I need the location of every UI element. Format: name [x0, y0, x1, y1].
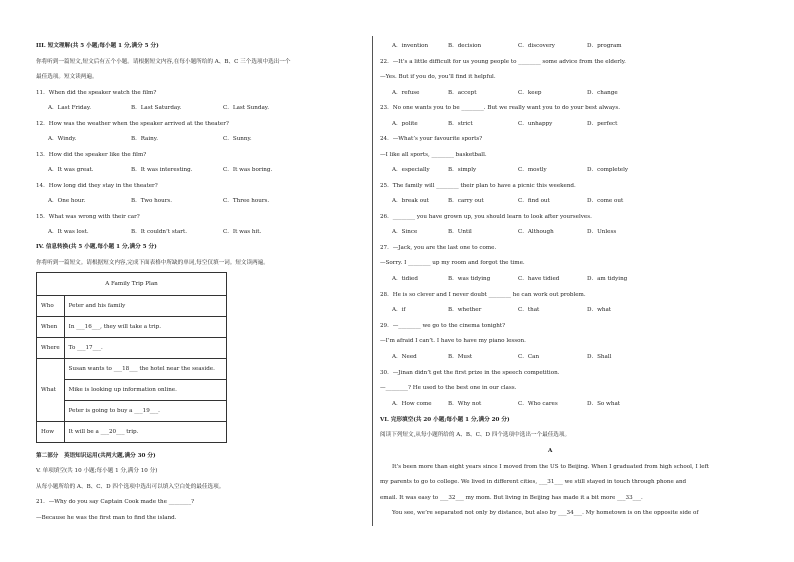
q25-option-c[interactable]: C．find out — [518, 198, 550, 204]
question-15: 15．What was wrong with their car? — [36, 214, 140, 220]
q30-option-a[interactable]: A．How come — [392, 401, 432, 407]
passage-line-4: You see, we’re separated not only by distance, but also by ___34___. My hometown is on the opposite side of — [392, 510, 699, 516]
part2-title: 第二部分 英语知识运用(共两大题,满分 30 分) — [36, 453, 156, 459]
q23-option-d[interactable]: D．perfect — [587, 121, 618, 127]
q28-option-b[interactable]: B．whether — [448, 307, 482, 313]
column-divider — [372, 36, 373, 526]
q14-option-c[interactable]: C．Three hours. — [223, 198, 270, 204]
q26-option-b[interactable]: B．Until — [448, 229, 472, 235]
q12-option-a[interactable]: A．Windy. — [48, 136, 77, 142]
question-12: 12．How was the weather when the speaker arrived at the theater? — [36, 121, 229, 127]
table-cell-when[interactable]: In ___16___, they will take a trip. — [64, 317, 226, 338]
q28-option-d[interactable]: D．what — [587, 307, 612, 313]
q21-option-a[interactable]: A．invention — [392, 43, 429, 49]
q30-option-d[interactable]: D．So what — [587, 401, 621, 407]
q26-option-d[interactable]: D．Unless — [587, 229, 617, 235]
passage-label: A — [548, 448, 553, 454]
q25-option-d[interactable]: D．come out — [587, 198, 624, 204]
section4-instruction: 你将听到一篇短文。请根据短文内容,完成下面表格中所缺的单词,每空仅填一词。短文读两遍。 — [36, 260, 269, 266]
q15-option-a[interactable]: A．It was lost. — [48, 229, 89, 235]
q29-option-d[interactable]: D．Shall — [587, 354, 612, 360]
section5-title: V. 单项填空(共 10 小题;每小题 1 分,满分 10 分) — [36, 468, 158, 474]
q27-option-c[interactable]: C．have tidied — [518, 276, 560, 282]
table-label-who: Who — [37, 296, 65, 317]
question-30-line2: —________? He used to the best one in our class. — [380, 385, 517, 391]
question-21: 21．—Why do you say Captain Cook made the ________? — [36, 499, 195, 505]
question-27: 27．—Jack, you are the last one to come. — [380, 245, 497, 251]
q23-option-b[interactable]: B．strict — [448, 121, 473, 127]
q15-option-b[interactable]: B．It couldn’t start. — [131, 229, 187, 235]
q12-option-c[interactable]: C．Sunny. — [223, 136, 252, 142]
q30-option-b[interactable]: B．Why not — [448, 401, 482, 407]
q13-option-b[interactable]: B．It was interesting. — [131, 167, 193, 173]
q27-option-a[interactable]: A．tidied — [392, 276, 418, 282]
q22-option-d[interactable]: D．change — [587, 90, 618, 96]
table-cell-what-3[interactable]: Peter is going to buy a ___19___. — [64, 401, 226, 422]
question-28: 28．He is so clever and I never doubt ________ he can work out problem. — [380, 292, 586, 298]
q30-option-c[interactable]: C．Who cares — [518, 401, 558, 407]
q25-option-b[interactable]: B．carry out — [448, 198, 484, 204]
q22-option-b[interactable]: B．accept — [448, 90, 477, 96]
q22-option-c[interactable]: C．keep — [518, 90, 542, 96]
question-13: 13．How did the speaker like the film? — [36, 152, 147, 158]
q21-option-c[interactable]: C．discovery — [518, 43, 555, 49]
table-label-what: What — [37, 359, 65, 422]
question-25: 25．The family will ________ their plan to have a picnic this weekend. — [380, 183, 576, 189]
q12-option-b[interactable]: B．Rainy. — [131, 136, 158, 142]
q13-option-c[interactable]: C．It was boring. — [223, 167, 273, 173]
q27-option-b[interactable]: B．was tidying — [448, 276, 491, 282]
table-cell-what-2: Mike is looking up information online. — [64, 380, 226, 401]
table-cell-what-1[interactable]: Susan wants to ___18___ the hotel near the seaside. — [64, 359, 226, 380]
question-14: 14．How long did they stay in the theater? — [36, 183, 158, 189]
question-27-line2: —Sorry. I ________ up my room and forgot the time. — [380, 260, 525, 266]
question-21-line2: —Because he was the first man to find the island. — [36, 515, 177, 521]
question-23: 23．No one wants you to be ________. But we really want you to do your best always. — [380, 105, 620, 111]
q15-option-c[interactable]: C．It was hit. — [223, 229, 262, 235]
q11-option-a[interactable]: A．Last Friday. — [48, 105, 92, 111]
section6-title: VI. 完形填空(共 20 小题;每小题 1 分,满分 20 分) — [380, 417, 510, 423]
question-22: 22．—It’s a little difficult for us young people to ________ some advice from the elderly. — [380, 59, 626, 65]
q24-option-d[interactable]: D．completely — [587, 167, 629, 173]
question-22-line2: —Yes. But if you do, you’ll find it helpful. — [380, 74, 496, 80]
section3-instruction: 你将听到一篇短文,短文后有五个小题。请根据短文内容,在每小题所给的 A、B、C 三个选项中选出一个 — [36, 59, 291, 65]
table-label-where: Where — [37, 338, 65, 359]
table-cell-how[interactable]: It will be a ___20___ trip. — [64, 422, 226, 443]
q23-option-a[interactable]: A．polite — [392, 121, 418, 127]
table-cell-who: Peter and his family — [64, 296, 226, 317]
q11-option-c[interactable]: C．Last Sunday. — [223, 105, 269, 111]
q27-option-d[interactable]: D．am tidying — [587, 276, 628, 282]
question-11: 11．When did the speaker watch the film? — [36, 90, 157, 96]
table-cell-where[interactable]: To ___17___. — [64, 338, 226, 359]
table-label-how: How — [37, 422, 65, 443]
q24-option-c[interactable]: C．mostly — [518, 167, 547, 173]
q26-option-a[interactable]: A．Since — [392, 229, 418, 235]
q14-option-b[interactable]: B．Two hours. — [131, 198, 173, 204]
table-header: A Family Trip Plan — [37, 273, 227, 296]
question-24-line2: —I like all sports, ________ basketball. — [380, 152, 487, 158]
section3-title: III. 短文理解(共 5 小题;每小题 1 分,满分 5 分) — [36, 43, 159, 49]
q21-option-b[interactable]: B．decision — [448, 43, 482, 49]
section6-instruction: 阅读下列短文,从每小题所给的 A、B、C、D 四个选项中选出一个最佳选项。 — [380, 432, 571, 438]
q22-option-a[interactable]: A．refuse — [392, 90, 420, 96]
section3-instruction-cont: 最佳选项。短文读两遍。 — [36, 74, 98, 80]
q29-option-c[interactable]: C．Can — [518, 354, 540, 360]
question-26: 26．________ you have grown up, you should learn to look after yourselves. — [380, 214, 592, 220]
q23-option-c[interactable]: C．unhappy — [518, 121, 553, 127]
q13-option-a[interactable]: A．It was great. — [48, 167, 94, 173]
question-29-line2: —I’m afraid I can’t. I have to have my piano lesson. — [380, 338, 526, 344]
passage-line-1: It’s been more than eight years since I moved from the US to Beijing. When I graduated from high school, I left — [392, 464, 709, 470]
q25-option-a[interactable]: A．break out — [392, 198, 429, 204]
table-label-when: When — [37, 317, 65, 338]
question-24: 24．—What’s your favourite sports? — [380, 136, 483, 142]
passage-line-3: email. It was easy to ___32___ my mom. But living in Beijing has made it a bit more ___33___. — [380, 495, 643, 501]
q28-option-c[interactable]: C．that — [518, 307, 540, 313]
q28-option-a[interactable]: A．if — [392, 307, 406, 313]
q29-option-b[interactable]: B．Must — [448, 354, 473, 360]
q21-option-d[interactable]: D．program — [587, 43, 622, 49]
question-29: 29．—________ we go to the cinema tonight? — [380, 323, 506, 329]
q24-option-a[interactable]: A．especially — [392, 167, 430, 173]
q29-option-a[interactable]: A．Need — [392, 354, 417, 360]
trip-plan-table — [36, 272, 227, 443]
q11-option-b[interactable]: B．Last Saturday. — [131, 105, 182, 111]
q14-option-a[interactable]: A．One hour. — [48, 198, 86, 204]
section5-instruction: 从每小题所给的 A、B、C、D 四个选项中选出可以填入空白处的最佳选项。 — [36, 484, 225, 490]
passage-line-2: my parents to go to college. We lived in different cities, ___31___ we still stayed in touch through phone and — [380, 479, 687, 485]
section4-title: IV. 信息转换(共 5 小题,每小题 1 分,满分 5 分) — [36, 244, 157, 250]
q26-option-c[interactable]: C．Although — [518, 229, 554, 235]
q24-option-b[interactable]: B．simply — [448, 167, 477, 173]
question-30: 30．—Jinan didn’t get the first prize in the speech competition. — [380, 370, 560, 376]
